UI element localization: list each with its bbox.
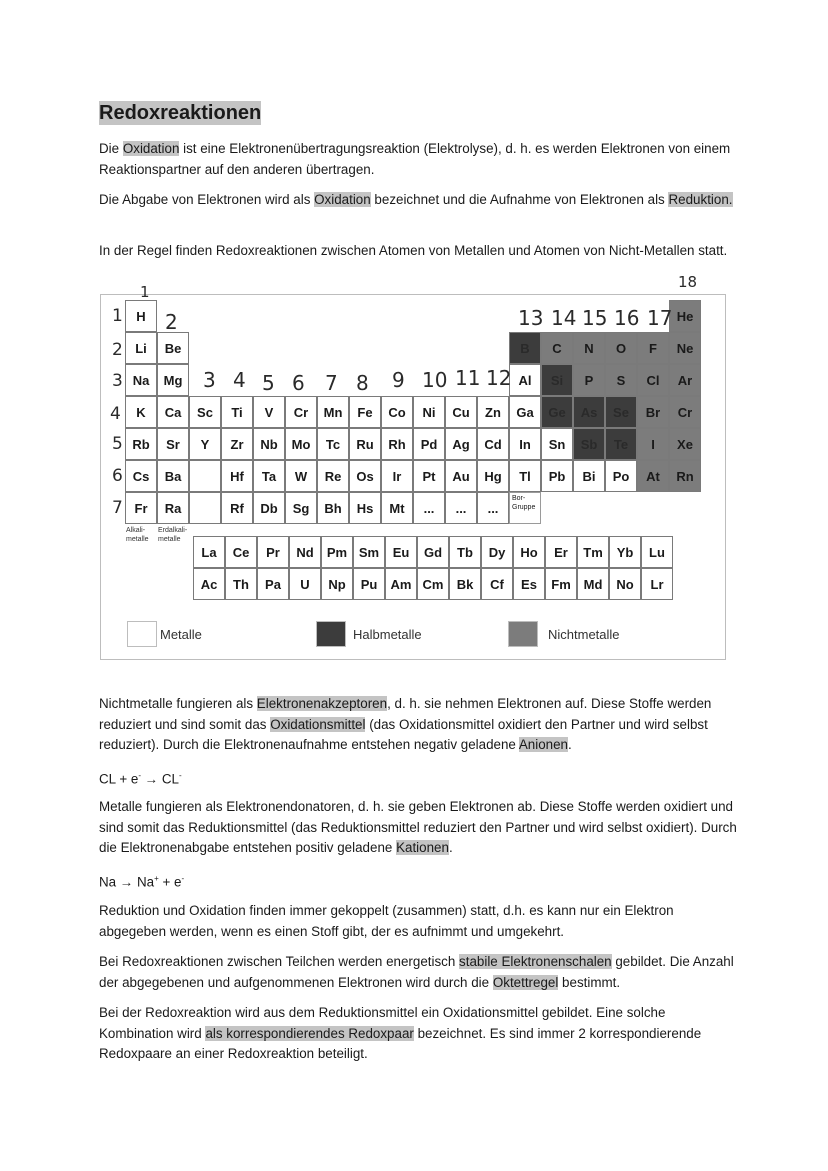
period-number-handwritten: 7 <box>112 498 123 518</box>
element-am: Am <box>385 568 417 600</box>
element-u: U <box>289 568 321 600</box>
group-number-handwritten: 15 <box>582 306 608 330</box>
element-cs: Cs <box>125 460 157 492</box>
group-number-handwritten: 17 <box>647 306 673 330</box>
element-bk: Bk <box>449 568 481 600</box>
text: CL + e <box>99 771 139 787</box>
equation-chlor <box>99 766 182 789</box>
text: . <box>448 840 453 855</box>
element-mn: Mn <box>317 396 349 428</box>
element-yb: Yb <box>609 536 641 568</box>
text: gebildet. Die Anzahl der abgegebenen und aufgenommenen Elektronen wird durch die <box>99 954 734 990</box>
element-tb: Tb <box>449 536 481 568</box>
element-pt: Pt <box>413 460 445 492</box>
element-rh: Rh <box>381 428 413 460</box>
element-nd: Nd <box>289 536 321 568</box>
element-er: Er <box>545 536 577 568</box>
equation-natrium <box>99 869 184 892</box>
element-h: H <box>125 300 157 332</box>
element-dotsdotsdots: ... <box>477 492 509 524</box>
element-empty <box>189 492 221 524</box>
text: ist eine Elektronenübertragungsreaktion (Elektrolyse), d. h. es werden Elektronen von einem Reaktionspartner auf den anderen übertragen. <box>99 141 731 177</box>
paragraph-regel: In der Regel finden Redoxreaktionen zwischen Atomen von Metallen und Atomen von Nicht-Metallen statt. <box>99 243 728 258</box>
highlight-oxidation: Oxidation <box>314 192 371 207</box>
text: Na <box>136 874 155 890</box>
element-c: C <box>541 332 573 364</box>
highlight-elektronenakzeptoren: Elektronenakzeptoren <box>256 696 388 711</box>
element-al: Al <box>509 364 541 396</box>
text: Metalle fungieren als Elektronendonatoren, d. h. sie geben Elektronen ab. Diese Stoffe werden oxidiert und sind somit das Reduktionsmittel (das Reduktionsmittel reduziert den Partner und wird selbst oxidiert). Durch die Elektronenabgabe entstehen positiv geladene <box>99 799 737 855</box>
element-at: At <box>637 460 669 492</box>
text: (das Oxidationsmittel oxidiert den Partner und wird selbst reduziert). Durch die Elektronenaufnahme entstehen negativ geladene <box>99 716 708 752</box>
superscript: - <box>181 874 185 883</box>
element-au: Au <box>445 460 477 492</box>
element-sm: Sm <box>353 536 385 568</box>
element-ge: Ge <box>541 396 573 428</box>
legend-swatch-halbmetalle <box>316 621 346 647</box>
element-cu: Cu <box>445 396 477 428</box>
element-na: Na <box>125 364 157 396</box>
element-ne: Ne <box>669 332 701 364</box>
element-pm: Pm <box>321 536 353 568</box>
element-ba: Ba <box>157 460 189 492</box>
legend-swatch-metalle <box>127 621 157 647</box>
element-sn: Sn <box>541 428 573 460</box>
page-title: Redoxreaktionen <box>99 102 262 124</box>
element-ir: Ir <box>381 460 413 492</box>
element-os: Os <box>349 460 381 492</box>
group-number-handwritten: 7 <box>325 371 338 395</box>
element-xe: Xe <box>669 428 701 460</box>
element-zr: Zr <box>221 428 253 460</box>
superscript: - <box>138 771 141 780</box>
highlight-kationen: Kationen <box>396 840 449 855</box>
element-la: La <box>193 536 225 568</box>
period-number-handwritten: 6 <box>112 466 123 486</box>
group-number-handwritten: 6 <box>292 371 305 395</box>
paragraph-gekoppelt: Reduktion und Oxidation finden immer gekoppelt (zusammen) statt, d.h. es kann nur ein Elektron abgegeben werden, wenn es einen Stoff gibt, der es aufnimmt und umgekehrt. <box>99 903 674 939</box>
text: Die <box>99 141 123 156</box>
text: Bei Redoxreaktionen zwischen Teilchen werden energetisch <box>99 954 460 969</box>
group-number-handwritten: 10 <box>422 368 448 392</box>
text: bestimmt. <box>558 974 621 990</box>
element-tc: Tc <box>317 428 349 460</box>
text: Na <box>99 874 117 890</box>
text: Die Abgabe von Elektronen wird als <box>99 192 315 207</box>
element-ho: Ho <box>513 536 545 568</box>
paragraph-nichtmetalle <box>99 694 739 756</box>
element-fm: Fm <box>545 568 577 600</box>
element-ga: Ga <box>509 396 541 428</box>
element-w: W <box>285 460 317 492</box>
element-pb: Pb <box>541 460 573 492</box>
group-number-handwritten: 18 <box>678 273 698 291</box>
element-ta: Ta <box>253 460 285 492</box>
superscript: + <box>154 874 159 883</box>
element-li: Li <box>125 332 157 364</box>
period-number-handwritten: 5 <box>112 434 123 454</box>
element-eu: Eu <box>385 536 417 568</box>
group-number-handwritten: 12 <box>486 366 512 390</box>
element-f: F <box>637 332 669 364</box>
element-ni: Ni <box>413 396 445 428</box>
group-number-handwritten: 5 <box>262 371 275 395</box>
highlight-oktettregel: Oktettregel <box>492 974 559 990</box>
paragraph-redoxpaar <box>99 1003 739 1065</box>
element-empty <box>189 460 221 492</box>
paragraph-metalle <box>99 797 739 859</box>
bor-gruppe-label: Bor-Gruppe <box>509 492 541 524</box>
highlight-stabile-elektronenschalen: stabile Elektronenschalen <box>459 954 612 969</box>
element-n: N <box>573 332 605 364</box>
group-number-handwritten: 1 <box>140 283 150 301</box>
period-number-handwritten: 1 <box>112 306 123 326</box>
group-number-handwritten: 9 <box>392 368 405 392</box>
group-number-handwritten: 11 <box>455 366 481 390</box>
element-es: Es <box>513 568 545 600</box>
element-ca: Ca <box>157 396 189 428</box>
element-bh: Bh <box>317 492 349 524</box>
element-lu: Lu <box>641 536 673 568</box>
element-p: P <box>573 364 605 396</box>
element-nb: Nb <box>253 428 285 460</box>
group-number-handwritten: 16 <box>614 306 640 330</box>
element-hs: Hs <box>349 492 381 524</box>
paragraph-oxidation-definition <box>99 139 739 180</box>
paragraph-elektronenschalen <box>99 952 739 993</box>
element-pa: Pa <box>257 568 289 600</box>
element-s: S <box>605 364 637 396</box>
element-pr: Pr <box>257 536 289 568</box>
erdalkali-label: Erdalkali-metalle <box>158 527 188 543</box>
text: Bei der Redoxreaktion wird aus dem Reduktionsmittel ein Oxidationsmittel gebildet. Eine solche Kombination wird <box>99 1005 666 1041</box>
element-fr: Fr <box>125 492 157 524</box>
group-number-handwritten: 3 <box>203 368 216 392</box>
text: CL <box>161 771 179 787</box>
element-v: V <box>253 396 285 428</box>
element-dotsdotsdots: ... <box>445 492 477 524</box>
element-po: Po <box>605 460 637 492</box>
element-lr: Lr <box>641 568 673 600</box>
element-te: Te <box>605 428 637 460</box>
element-k: K <box>125 396 157 428</box>
element-rf: Rf <box>221 492 253 524</box>
legend-label-halbmetalle: Halbmetalle <box>353 627 422 642</box>
element-ru: Ru <box>349 428 381 460</box>
text: bezeichnet. Es sind immer 2 korrespondierende Redoxpaare an einer Redoxreaktion beteiligt. <box>99 1025 702 1061</box>
text: Nichtmetalle fungieren als <box>99 696 257 711</box>
element-db: Db <box>253 492 285 524</box>
element-ac: Ac <box>193 568 225 600</box>
group-number-handwritten: 8 <box>356 371 369 395</box>
element-cd: Cd <box>477 428 509 460</box>
element-cl: Cl <box>637 364 669 396</box>
element-cr: Cr <box>285 396 317 428</box>
element-cr: Cr <box>669 396 701 428</box>
element-mt: Mt <box>381 492 413 524</box>
element-br: Br <box>637 396 669 428</box>
element-md: Md <box>577 568 609 600</box>
element-fe: Fe <box>349 396 381 428</box>
text: + e <box>158 874 182 890</box>
period-number-handwritten: 3 <box>112 371 123 391</box>
element-ag: Ag <box>445 428 477 460</box>
element-y: Y <box>189 428 221 460</box>
element-re: Re <box>317 460 349 492</box>
legend-label-metalle: Metalle <box>160 627 202 642</box>
group-number-handwritten: 14 <box>551 306 577 330</box>
highlight-reduktion: Reduktion. <box>668 192 733 207</box>
period-number-handwritten: 4 <box>110 404 121 424</box>
group-number-handwritten: 2 <box>165 310 178 334</box>
highlight-oxidationsmittel: Oxidationsmittel <box>270 716 366 732</box>
text: . <box>568 737 572 752</box>
element-as: As <box>573 396 605 428</box>
text: bezeichnet und die Aufnahme von Elektronen als <box>370 192 669 207</box>
element-he: He <box>669 300 701 332</box>
element-co: Co <box>381 396 413 428</box>
element-ar: Ar <box>669 364 701 396</box>
element-mg: Mg <box>157 364 189 396</box>
element-ra: Ra <box>157 492 189 524</box>
element-be: Be <box>157 332 189 364</box>
paragraph-abgabe <box>99 190 739 211</box>
element-sc: Sc <box>189 396 221 428</box>
legend-label-nichtmetalle: Nichtmetalle <box>548 627 620 642</box>
highlight-anionen: Anionen <box>518 737 569 752</box>
element-cf: Cf <box>481 568 513 600</box>
element-dy: Dy <box>481 536 513 568</box>
element-no: No <box>609 568 641 600</box>
element-hf: Hf <box>221 460 253 492</box>
element-ce: Ce <box>225 536 257 568</box>
element-si: Si <box>541 364 573 396</box>
element-dotsdotsdots: ... <box>413 492 445 524</box>
element-rn: Rn <box>669 460 701 492</box>
legend-swatch-nichtmetalle <box>508 621 538 647</box>
element-ti: Ti <box>221 396 253 428</box>
element-tl: Tl <box>509 460 541 492</box>
group-number-handwritten: 13 <box>518 306 544 330</box>
element-tm: Tm <box>577 536 609 568</box>
element-zn: Zn <box>477 396 509 428</box>
superscript: - <box>178 771 182 780</box>
element-sb: Sb <box>573 428 605 460</box>
element-gd: Gd <box>417 536 449 568</box>
element-hg: Hg <box>477 460 509 492</box>
element-bi: Bi <box>573 460 605 492</box>
element-sr: Sr <box>157 428 189 460</box>
arrow-icon: → <box>141 771 162 787</box>
highlight-redoxpaar: als korrespondierendes Redoxpaar <box>205 1025 414 1041</box>
element-i: I <box>637 428 669 460</box>
element-sg: Sg <box>285 492 317 524</box>
element-pu: Pu <box>353 568 385 600</box>
element-b: B <box>509 332 541 364</box>
arrow-icon: → <box>116 874 137 890</box>
text: , d. h. sie nehmen Elektronen auf. Diese Stoffe werden reduziert und sind somit das <box>99 696 712 732</box>
element-rb: Rb <box>125 428 157 460</box>
group-number-handwritten: 4 <box>233 368 246 392</box>
element-o: O <box>605 332 637 364</box>
period-number-handwritten: 2 <box>112 340 123 360</box>
element-th: Th <box>225 568 257 600</box>
highlight-oxidation: Oxidation <box>122 141 180 156</box>
alkali-label: Alkali-metalle <box>126 527 149 543</box>
element-mo: Mo <box>285 428 317 460</box>
element-se: Se <box>605 396 637 428</box>
element-in: In <box>509 428 541 460</box>
element-pd: Pd <box>413 428 445 460</box>
element-cm: Cm <box>417 568 449 600</box>
element-np: Np <box>321 568 353 600</box>
